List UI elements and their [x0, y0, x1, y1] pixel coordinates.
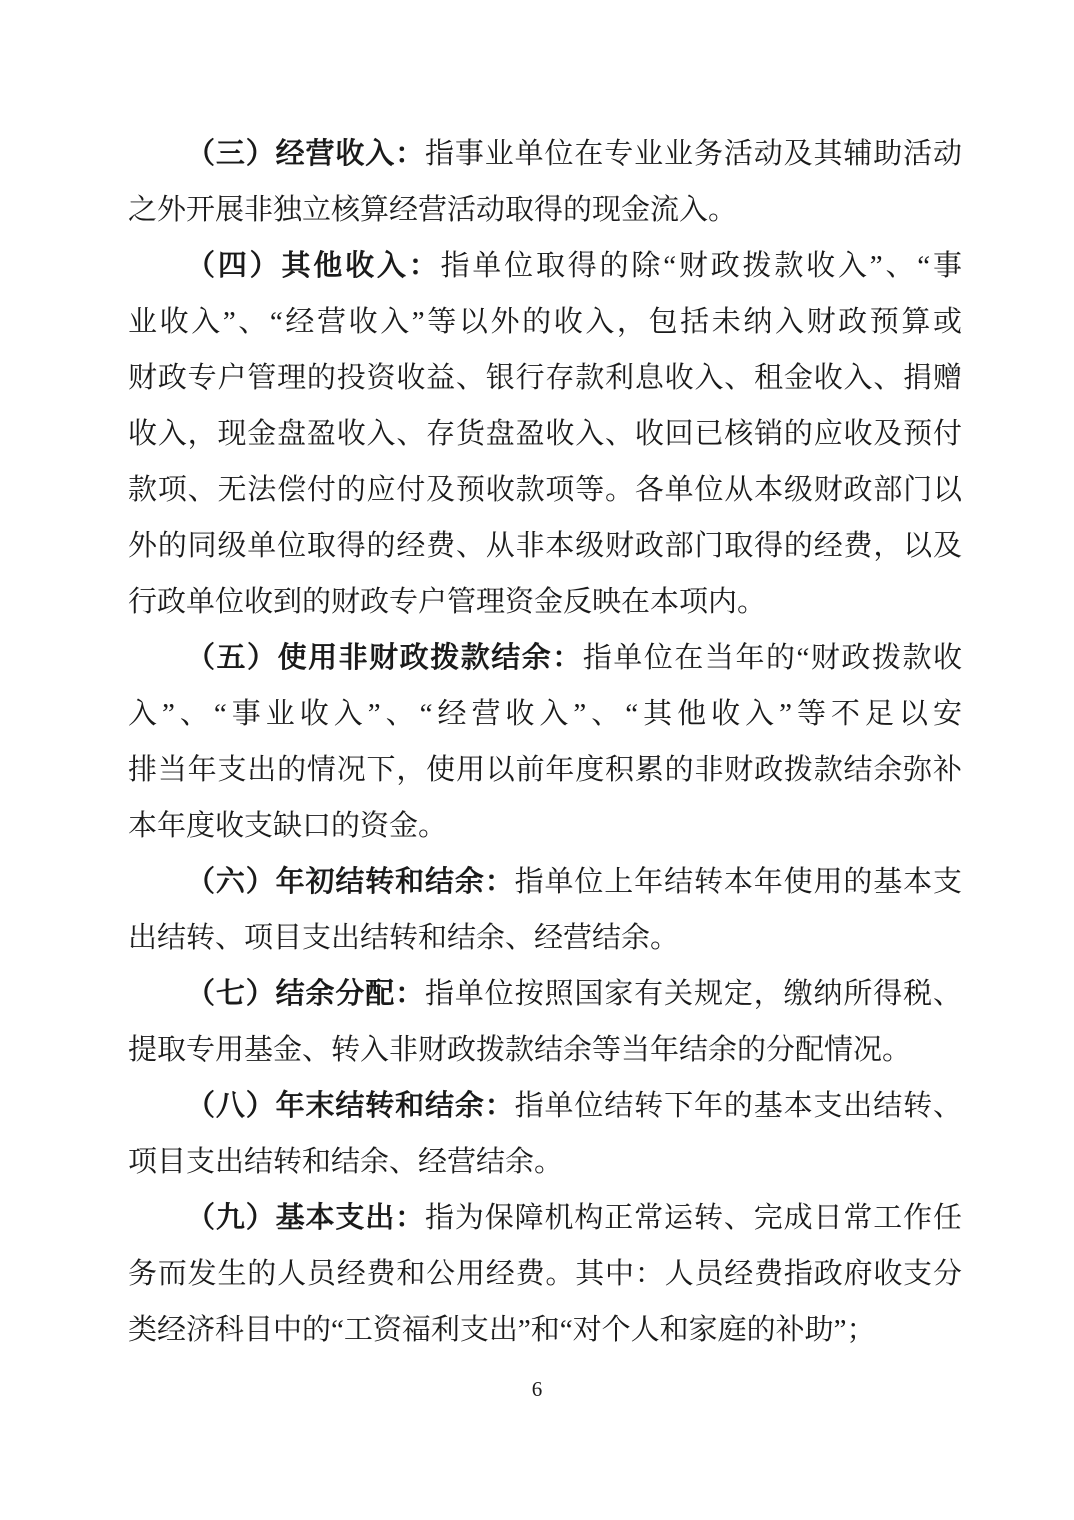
line-text: 指为保障机构正常运转、完成日常工作任 — [425, 1202, 962, 1234]
text-line: 之外开展非独立核算经营活动取得的现金流入。 — [128, 194, 738, 226]
text-line — [128, 126, 962, 182]
text-line — [128, 630, 962, 686]
text-line: 出结转、项目支出结转和结余、经营结余。 — [128, 922, 680, 954]
text-line: 外的同级单位取得的经费、从非本级财政部门取得的经费，以及 — [128, 530, 962, 562]
term-label: （四）其他收入： — [186, 250, 441, 282]
definition-paragraph — [128, 854, 962, 966]
text-line: 入”、“事业收入”、“经营收入”、“其他收入”等不足以安 — [128, 698, 962, 730]
text-line: 项目支出结转和结余、经营结余。 — [128, 1146, 564, 1178]
text-line: 款项、无法偿付的应付及预收款项等。各单位从本级财政部门以 — [128, 474, 962, 506]
line-text: 指单位上年结转本年使用的基本支 — [514, 866, 962, 898]
text-line: 排当年支出的情况下，使用以前年度积累的非财政拨款结余弥补 — [128, 754, 962, 786]
line-text: 指单位取得的除“财政拨款收入”、“事 — [440, 250, 962, 282]
text-line: 财政专户管理的投资收益、银行存款利息收入、租金收入、捐赠 — [128, 362, 962, 394]
definition-paragraph — [128, 1190, 962, 1358]
line-text: 指单位结转下年的基本支出结转、 — [514, 1090, 962, 1122]
page-number: 6 — [531, 1377, 543, 1401]
text-line: 务而发生的人员经费和公用经费。其中：人员经费指政府收支分 — [128, 1258, 962, 1290]
text-line: 提取专用基金、转入非财政拨款结余等当年结余的分配情况。 — [128, 1034, 912, 1066]
text-line: 本年度收支缺口的资金。 — [128, 810, 448, 842]
text-line — [128, 1078, 962, 1134]
definition-paragraph — [128, 966, 962, 1078]
definition-paragraph — [128, 126, 962, 238]
term-label: （五）使用非财政拨款结余： — [186, 642, 583, 674]
term-label: （八）年末结转和结余： — [186, 1090, 515, 1122]
line-text: 指单位在当年的“财政拨款收 — [582, 642, 962, 674]
document-body — [128, 126, 962, 1358]
text-line — [128, 238, 962, 294]
text-line — [128, 854, 962, 910]
text-line — [128, 966, 962, 1022]
definition-paragraph — [128, 630, 962, 854]
term-label: （三）经营收入： — [186, 138, 426, 170]
text-line — [128, 1190, 962, 1246]
text-line: 业收入”、“经营收入”等以外的收入，包括未纳入财政预算或 — [128, 306, 962, 338]
term-label: （六）年初结转和结余： — [186, 866, 515, 898]
text-line: 行政单位收到的财政专户管理资金反映在本项内。 — [128, 586, 767, 618]
definition-paragraph — [128, 1078, 962, 1190]
line-text: 指事业单位在专业业务活动及其辅助活动 — [425, 138, 962, 170]
text-line: 类经济科目中的“工资福利支出”和“对个人和家庭的补助”； — [128, 1314, 876, 1346]
definition-paragraph — [128, 238, 962, 630]
term-label: （九）基本支出： — [186, 1202, 426, 1234]
text-line: 收入，现金盘盈收入、存货盘盈收入、收回已核销的应收及预付 — [128, 418, 962, 450]
term-label: （七）结余分配： — [186, 978, 426, 1010]
line-text: 指单位按照国家有关规定，缴纳所得税、 — [425, 978, 962, 1010]
